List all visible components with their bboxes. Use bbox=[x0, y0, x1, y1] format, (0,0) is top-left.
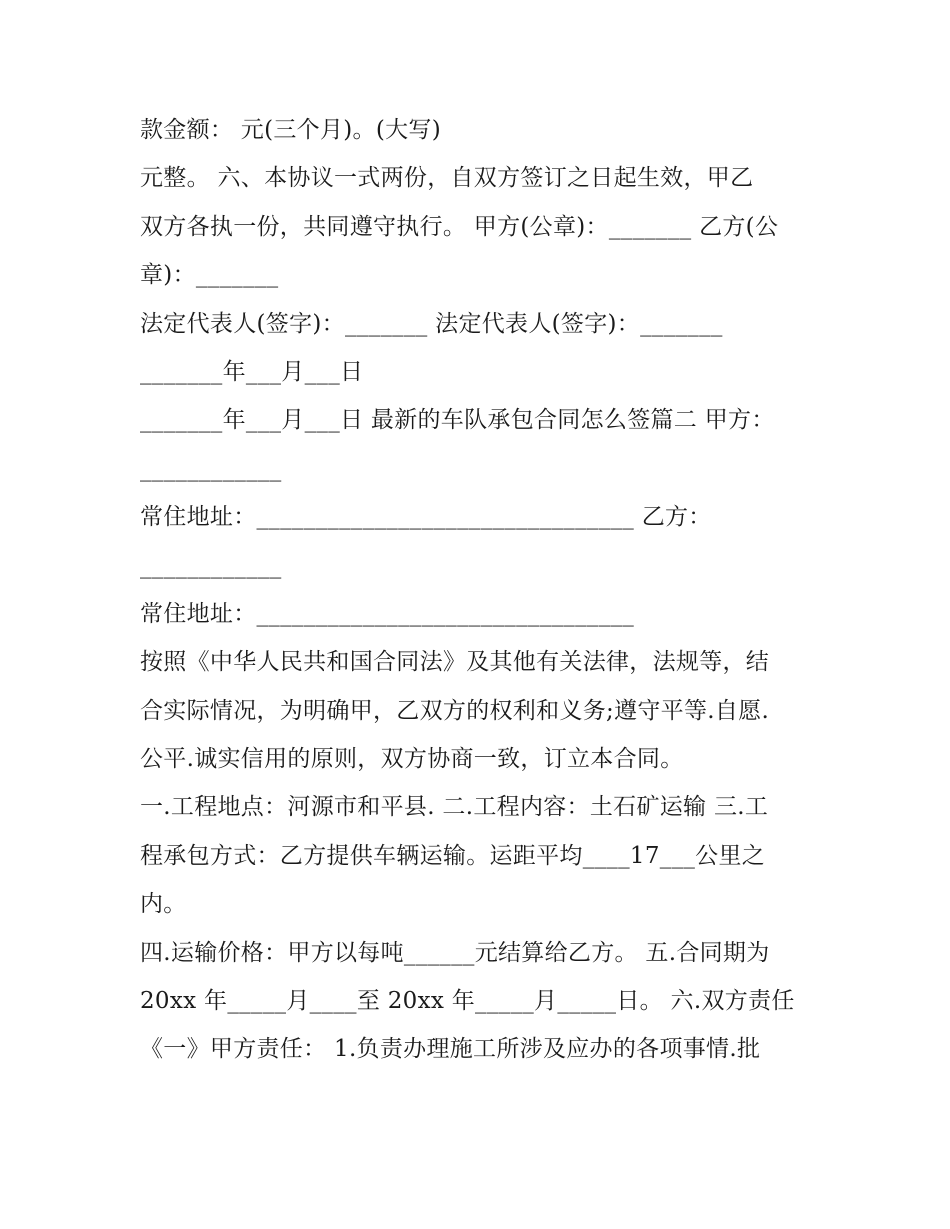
text-line: 一.工程地点：河源市和平县. 二.工程内容：土石矿运输 三.工 bbox=[140, 794, 769, 821]
text-line: 20xx 年_____月____至 20xx 年_____月_____日。 六.双方责任 bbox=[140, 988, 795, 1015]
text-line: 常住地址：________________________________ 乙方： bbox=[140, 504, 712, 531]
text-line: 款金额： 元(三个月)。(大写) bbox=[140, 117, 442, 143]
text-line: 双方各执一份，共同遵守执行。 甲方(公章)：_______ 乙方(公 bbox=[140, 213, 779, 240]
text-line: 元整。 六、本协议一式两份，自双方签订之日起生效，甲乙 bbox=[140, 165, 754, 192]
text-line: ____________ bbox=[140, 552, 282, 579]
text-line: _______年___月___日 最新的车队承包合同怎么签篇二 甲方： bbox=[140, 407, 775, 434]
text-line: 四.运输价格：甲方以每吨______元结算给乙方。 五.合同期为 bbox=[140, 939, 770, 966]
text-line: 公平.诚实信用的原则，双方协商一致，订立本合同。 bbox=[140, 746, 684, 773]
text-line: 《一》甲方责任： 1.负责办理施工所涉及应办的各项事情.批 bbox=[140, 1036, 761, 1063]
text-line: 程承包方式：乙方提供车辆运输。运距平均____17___公里之 bbox=[140, 842, 766, 869]
text-line: 内。 bbox=[140, 891, 187, 918]
text-line: 常住地址：________________________________ bbox=[140, 600, 635, 627]
text-line: 按照《中华人民共和国合同法》及其他有关法律，法规等，结 bbox=[140, 649, 770, 676]
text-line: 法定代表人(签字)：_______ 法定代表人(签字)：_______ bbox=[140, 310, 723, 337]
text-line: ____________ bbox=[140, 455, 282, 482]
text-line: 章)：_______ bbox=[140, 262, 279, 289]
contract-text bbox=[140, 106, 820, 1074]
text-line: 合实际情况，为明确甲，乙双方的权利和义务;遵守平等.自愿. bbox=[140, 697, 770, 724]
text-line: _______年___月___日 bbox=[140, 358, 364, 385]
